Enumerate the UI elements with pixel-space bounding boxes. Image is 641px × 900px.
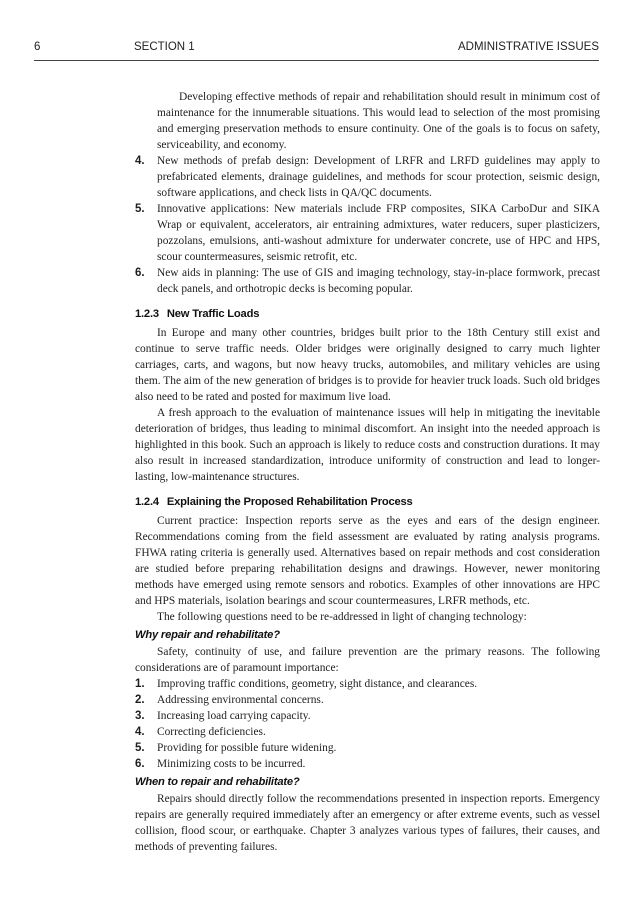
page-body: [135, 89, 600, 855]
list-item-number: 5.: [135, 203, 145, 215]
top-numbered-list: [135, 153, 600, 297]
list-item-text: Addressing environmental concerns.: [157, 694, 324, 706]
section-heading-1-2-4: [135, 494, 600, 510]
list-item-text: New methods of prefab design: Development of LRFR and LRFD guidelines may apply to prefabricated elements, drainage guidelines, and methods for scour protection, seismic design, software applications, and check lists in QA/QC documents.: [157, 155, 600, 199]
header-rule: [34, 60, 599, 61]
running-header: [34, 41, 599, 57]
list-item: [135, 724, 600, 740]
section-number: 1.2.4: [135, 496, 159, 508]
list-item: [135, 756, 600, 772]
paragraph: Repairs should directly follow the recommendations presented in inspection reports. Emergency repairs are generally required immediately after an emergency or after extreme events, such as vessel collision, flood scour, or earthquake. Chapter 3 analyzes various types of failures, their causes, and methods of preventing failures.: [135, 793, 600, 853]
paragraph: Safety, continuity of use, and failure prevention are the primary reasons. The following considerations are of paramount importance:: [135, 646, 600, 674]
list-item-number: 6.: [135, 758, 145, 770]
section-number: 1.2.3: [135, 308, 159, 320]
paragraph: Current practice: Inspection reports serve as the eyes and ears of the design engineer. Recommendations coming from the field assessment are evaluated by rating analysis programs. FHWA rating criteria is generally used. Alternatives based on repair methods and cost consideration are studied before preparing rehabilitation designs and drawings. However, newer monitoring methods have emerged using remote sensors and robotics. Examples of other innovations are HPC and HPS materials, isolation bearings and scour countermeasures, LRFR methods, etc.: [135, 515, 600, 607]
list-item-text: Minimizing costs to be incurred.: [157, 758, 306, 770]
section-label: SECTION 1: [134, 41, 195, 53]
list-item-text: Improving traffic conditions, geometry, sight distance, and clearances.: [157, 678, 478, 690]
list-item-number: 2.: [135, 694, 145, 706]
list-item: [135, 708, 600, 724]
section-heading-1-2-3: [135, 306, 600, 322]
why-subheading: Why repair and rehabilitate?: [135, 629, 280, 641]
intro-paragraph: Developing effective methods of repair and rehabilitation should result in minimum cost of maintenance for the innumerable situations. This would lead to selection of the most promising and emerging preservation methods to ensure continuity. One of the goals is to focus on safety, serviceability, and economy.: [157, 91, 600, 151]
paragraph: A fresh approach to the evaluation of maintenance issues will help in mitigating the inevitable deterioration of bridges, thus leading to minimal discomfort. An insight into the needed approach is highlighted in this book. Such an approach is likely to reduce costs and construction durations. It may also result in increased standardization, introduce uniformity of construction and lead to longer-lasting, low-maintenance structures.: [135, 407, 600, 483]
list-item-number: 4.: [135, 155, 145, 167]
list-item-text: Providing for possible future widening.: [157, 742, 337, 754]
when-subheading: When to repair and rehabilitate?: [135, 776, 300, 788]
list-item: [135, 740, 600, 756]
section-title: New Traffic Loads: [166, 308, 260, 320]
list-item: [135, 692, 600, 708]
list-item: [135, 201, 600, 265]
list-item-number: 1.: [135, 678, 145, 690]
why-numbered-list: [135, 676, 600, 772]
list-item: [135, 676, 600, 692]
paragraph: In Europe and many other countries, bridges built prior to the 18th Century still exist and continue to serve traffic needs. Older bridges were originally designed to carry much lighter carriages, carts, and wagons, but now heavy trucks, automobiles, and military vehicles are using them. The aim of the new generation of bridges is to provide for heavier truck loads. Such old bridges also need to be rated and posted for maximum live load.: [135, 327, 600, 403]
paragraph: The following questions need to be re-addressed in light of changing technology:: [157, 611, 527, 623]
list-item-number: 4.: [135, 726, 145, 738]
list-item-text: New aids in planning: The use of GIS and imaging technology, stay-in-place formwork, precast deck panels, and orthotropic decks is becoming popular.: [157, 267, 600, 295]
list-item: [135, 153, 600, 201]
section-title: Explaining the Proposed Rehabilitation Process: [166, 496, 413, 508]
list-item-text: Increasing load carrying capacity.: [157, 710, 311, 722]
list-item-number: 3.: [135, 710, 145, 722]
list-item-text: Innovative applications: New materials include FRP composites, SIKA CarboDur and SIKA Wrap or equivalent, accelerators, air entraining admixtures, water reducers, super plasticizers, pozzolans, emulsions, anti-washout admixture for underwater concrete, use of HPC and HPS, scour countermeasures, seismic retrofit, etc.: [157, 203, 600, 263]
page-number: 6: [34, 41, 41, 53]
list-item: [135, 265, 600, 297]
running-title: ADMINISTRATIVE ISSUES: [457, 41, 599, 53]
list-item-number: 5.: [135, 742, 145, 754]
list-item-number: 6.: [135, 267, 145, 279]
list-item-text: Correcting deficiencies.: [157, 726, 266, 738]
